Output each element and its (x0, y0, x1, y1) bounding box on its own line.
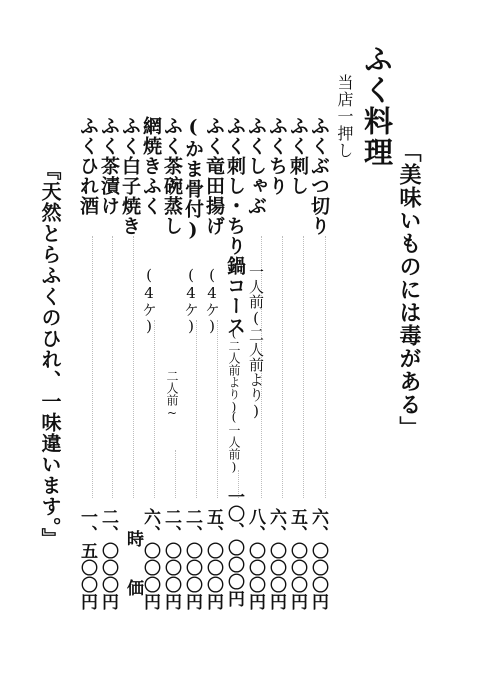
leader-line (154, 320, 155, 498)
menu-item-name: ふく茶碗蒸し (161, 116, 183, 236)
leader-line (112, 236, 113, 498)
menu-item-name: ふくちり (266, 116, 288, 196)
leader-line (303, 236, 304, 498)
menu-item-price: 六、〇〇〇円 (308, 508, 328, 610)
menu-item-name: ふく刺し (287, 116, 309, 196)
course-note: 一人前(二人前より) (247, 264, 265, 420)
menu-item-price: 八、〇〇〇円 (245, 508, 265, 610)
leader-line (133, 236, 134, 498)
menu-item-name: ふく茶漬け (98, 116, 120, 216)
menu-item-price: 一、五〇〇円 (77, 508, 97, 610)
menu-item-price: 二、〇〇〇円 (182, 508, 202, 610)
quantity-note: (4ケ) (140, 266, 158, 335)
leader-line (92, 236, 93, 498)
course-note: (一人前) (227, 410, 241, 474)
menu-item-name: ふくぶつ切り (308, 116, 330, 236)
menu-item-name: ふく白子焼き (119, 116, 141, 236)
menu-item-price: 一〇、〇〇〇円 (224, 488, 244, 607)
slogan: 『天然とらふくのひれ、一味違います。』 (38, 160, 62, 549)
leader-line (325, 236, 326, 498)
menu-item-name: ふくしゃぶ (245, 116, 267, 216)
quantity-note: (4ケ) (182, 266, 200, 335)
page-title: ふく料理 (360, 44, 394, 168)
menu-item-price: 五、〇〇〇円 (203, 508, 223, 610)
menu-item-price: 六、〇〇〇円 (140, 508, 160, 610)
menu-item-price: 二、〇〇〇円 (161, 508, 181, 610)
menu-item-price: 六、〇〇〇円 (266, 508, 286, 610)
menu-item-name: ふく刺し・ちり鍋コース (224, 116, 246, 336)
menu-item-price: 二、〇〇〇円 (98, 508, 118, 610)
leader-line (175, 450, 176, 498)
leader-line (196, 320, 197, 498)
course-note: (二人前より) (227, 326, 241, 414)
serving-note: 二人前~ (165, 370, 179, 420)
leader-line (217, 320, 218, 498)
motto: 「美味いものには毒がある」 (396, 140, 422, 439)
market-price: 時価 (123, 530, 143, 628)
subtitle: 当店一押し (335, 74, 354, 159)
quantity-note: (4ケ) (203, 266, 221, 335)
leader-line (282, 236, 283, 498)
menu-item-name: ふくひれ酒 (77, 116, 99, 216)
menu-item-name: ふく竜田揚げ (203, 116, 225, 236)
menu-item-name: 網焼きふく (140, 116, 162, 216)
menu-item-name: (かま骨付) (182, 116, 204, 242)
menu-item-price: 五、〇〇〇円 (287, 508, 307, 610)
